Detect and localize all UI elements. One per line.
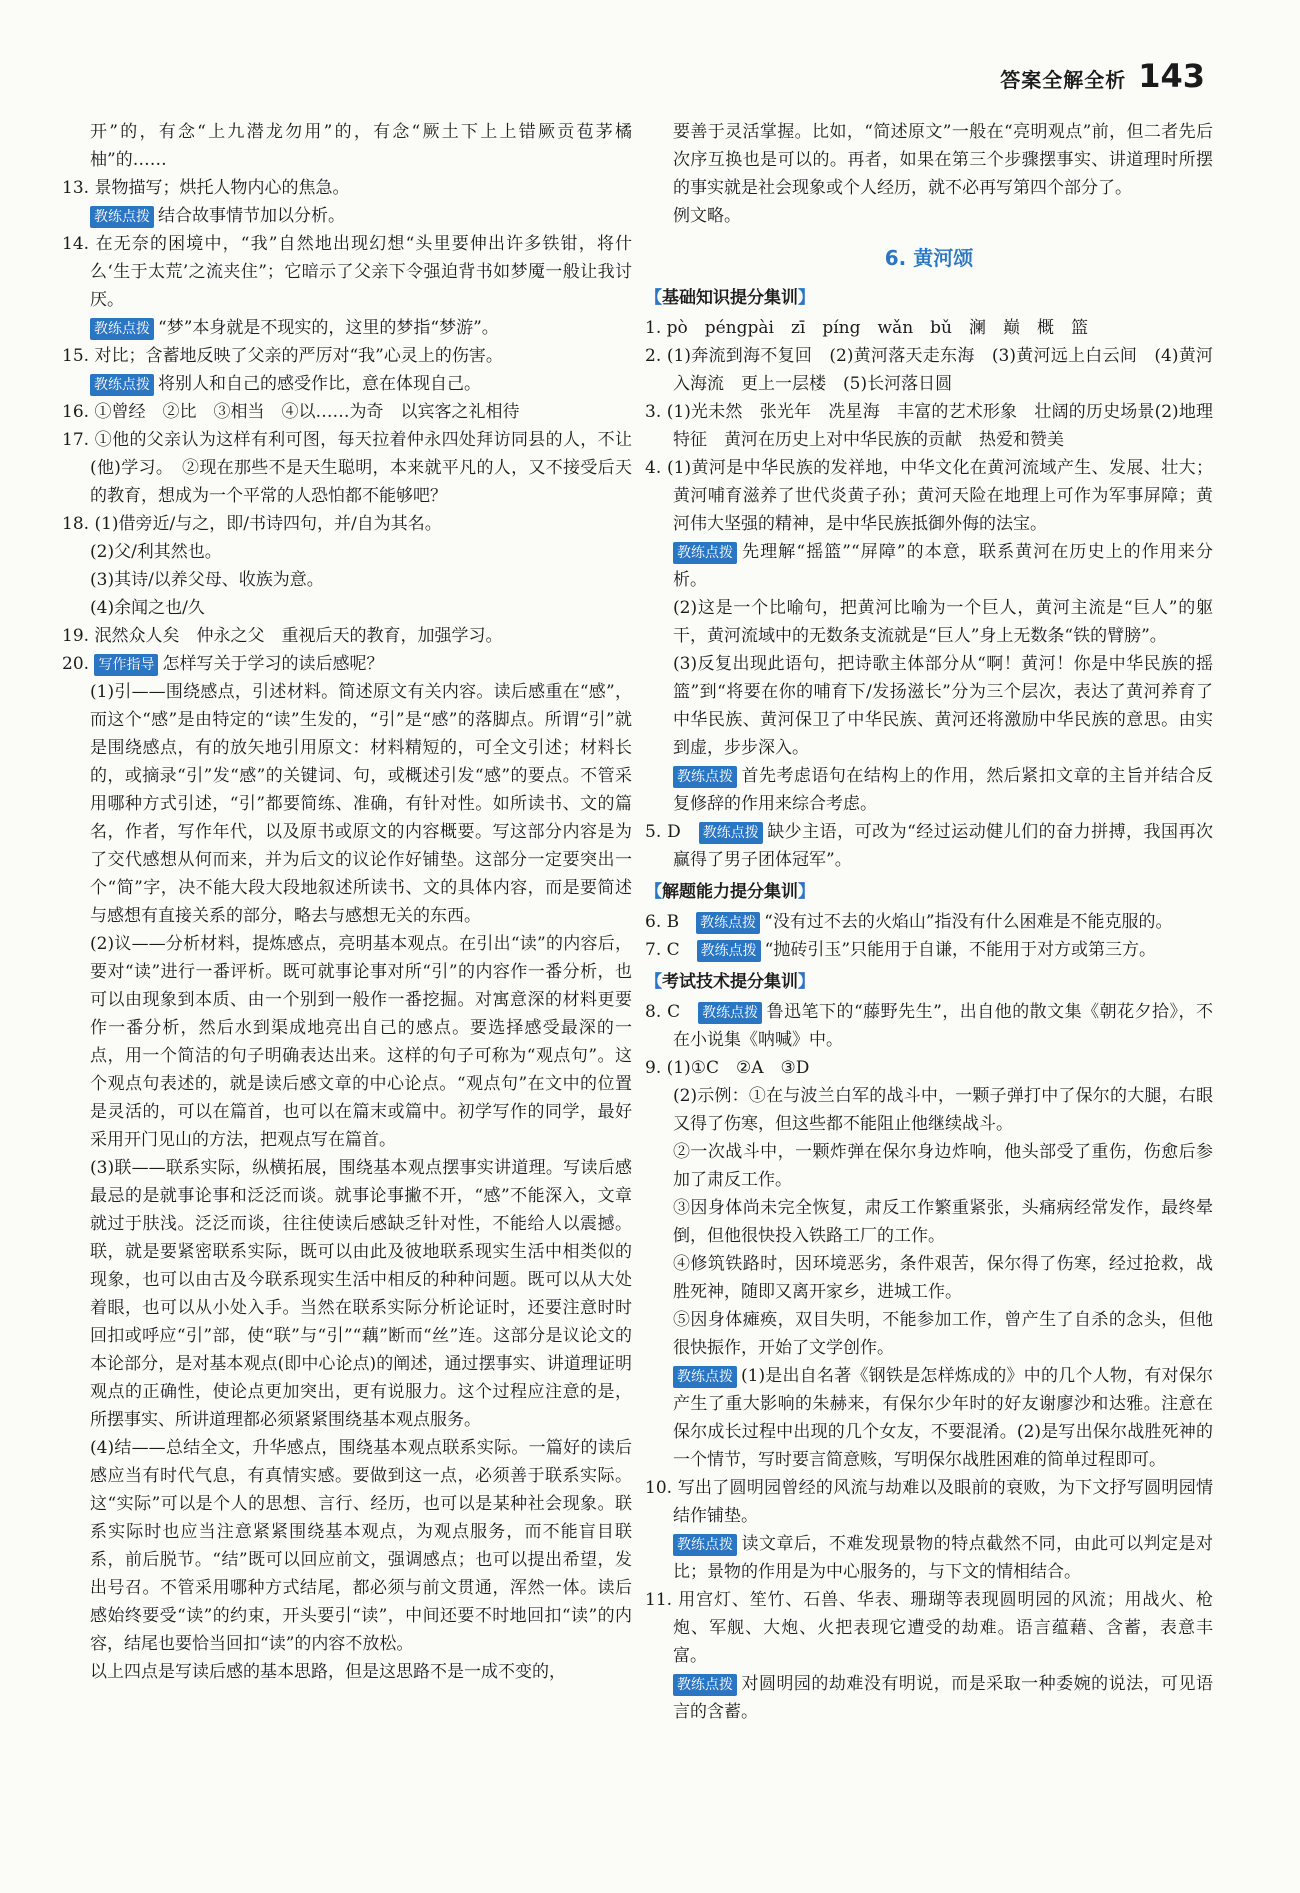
coach-tip — [645, 1362, 1213, 1474]
coach-tip — [62, 314, 632, 342]
answer-4: 4. (1)黄河是中华民族的发祥地，中华文化在黄河流域产生、发展、壮大；黄河哺育滋养了世代炎黄子孙；黄河天险在地理上可作为军事屏障；黄河伟大坚强的精神，是中华民族抵御外侮的法宝。 — [645, 458, 1213, 534]
chapter-title: 6. 黄河颂 — [884, 246, 974, 270]
coach-tag: 教练点拨 — [673, 542, 737, 564]
q20-para: (2)议——分析材料，提炼感点，亮明基本观点。在引出“读”的内容后，要对“读”进行一番评析。既可就事论事对所“引”的内容作一番分析，也可以由现象到本质、由一个别到一般作一番挖掘。对寓意深的材料更要作一番分析，然后水到渠成地亮出自己的感点。要选择感受最深的一点，用一个简洁的句子明确表达出来。这样的句子可称为“观点句”。这个观点句表述的，就是读后感文章的中心论点。“观点句”在文中的位置是灵活的，可以在篇首，也可以在篇末或篇中。初学写作的同学，最好采用开门见山的方法，把观点写在篇首。 — [90, 934, 632, 1150]
answer-16: 16. ①曾经 ②比 ③相当 ④以……为奇 以宾客之礼相待 — [62, 402, 520, 422]
section-heading: 【考试技术提分集训】 — [645, 972, 815, 992]
answer-9-item: ⑤因身体瘫痪，双目失明，不能参加工作，曾产生了自杀的念头，但他很快振作，开始了文学创作。 — [673, 1310, 1213, 1358]
tip-text: 缺少主语，可改为“经过运动健儿们的奋力拼搏，我国再次赢得了男子团体冠军”。 — [673, 822, 1213, 870]
text-line: 开”的，有念“上九潜龙勿用”的，有念“厥土下上上错厥贡苞茅橘柚”的…… — [90, 122, 632, 170]
answer-18: 18. (1)借旁近/与之，即/书诗四句，并/自为其名。 — [62, 514, 442, 534]
answer-5: 5. D 教练点拨 缺少主语，可改为“经过运动健儿们的奋力拼搏，我国再次赢得了男子团体冠军”。 — [645, 822, 1213, 870]
coach-tag: 教练点拨 — [90, 318, 154, 340]
text-line: 例文略。 — [673, 206, 741, 226]
q20-para: (4)结——总结全文，升华感点，围绕基本观点联系实际。一篇好的读后感应当有时代气息，有真情实感。要做到这一点，必须善于联系实际。这“实际”可以是个人的思想、言行、经历，也可以是某种社会现象。联系实际时也应当注意紧紧围绕基本观点，为观点服务，而不能盲目联系，前后脱节。“结”既可以回应前文，强调感点；也可以提出希望，发出号召。不管采用哪种方式结尾，都必须与前文贯通，浑然一体。读后感始终要受“读”的约束，开头要引“读”，中间还要不时地回扣“读”的内容，结尾也要恰当回扣“读”的内容不放松。 — [90, 1438, 632, 1654]
tip-text: “抛砖引玉”只能用于自谦，不能用于对方或第三方。 — [764, 940, 1157, 960]
write-tag: 写作指导 — [94, 654, 158, 676]
answer-9-item: ②一次战斗中，一颗炸弹在保尔身边炸响，他头部受了重伤，伤愈后参加了肃反工作。 — [673, 1142, 1213, 1190]
coach-tag: 教练点拨 — [698, 1002, 762, 1024]
q20-para: (1)引——围绕感点，引述材料。简述原文有关内容。读后感重在“感”，而这个“感”是由特定的“读”生发的，“引”是“感”的落脚点。所谓“引”就是围绕感点，有的放矢地引用原文：材料精短的，可全文引述；材料长的，或摘录“引”发“感”的关键词、句，或概述引发“感”的要点。不管采用哪种方式引述，“引”都要简练、准确，有针对性。如所读书、文的篇名，作者，写作年代，以及原书或原文的内容概要。写这部分内容是为了交代感想从何而来，并为后文的议论作好铺垫。这部分一定要突出一个“简”字，决不能大段大段地叙述所读书、文的具体内容，而是要简述与感想有直接关系的部分，略去与感想无关的东西。 — [90, 682, 632, 926]
q20-para: 以上四点是写读后感的基本思路，但是这思路不是一成不变的， — [90, 1662, 566, 1682]
answer-8: 8. C 教练点拨 鲁迅笔下的“藤野先生”，出自他的散文集《朝花夕拾》，不在小说集《呐喊》中。 — [645, 1002, 1213, 1050]
answer-13: 13. 景物描写；烘托人物内心的焦急。 — [62, 178, 350, 198]
tip-text: “没有过不去的火焰山”指没有什么困难是不能克服的。 — [764, 912, 1173, 932]
answer-2: 2. (1)奔流到海不复回 (2)黄河落天走东海 (3)黄河远上白云间 (4)黄河入海流 更上一层楼 (5)长河落日圆 — [645, 346, 1213, 394]
answer-3: 3. (1)光未然 张光年 冼星海 丰富的艺术形象 壮阔的历史场景(2)地理特征 黄河在历史上对中华民族的贡献 热爱和赞美 — [645, 402, 1213, 450]
right-column — [645, 118, 1213, 1726]
coach-tip — [62, 202, 632, 230]
tip-text: 结合故事情节加以分析。 — [158, 206, 345, 226]
section-heading: 【基础知识提分集训】 — [645, 288, 815, 308]
left-column — [62, 118, 632, 1686]
coach-tag: 教练点拨 — [673, 1674, 737, 1696]
answer-9: 9. (1)①C ②A ③D — [645, 1058, 810, 1078]
tip-text: (1)是出自名著《钢铁是怎样炼成的》中的几个人物，有对保尔产生了重大影响的朱赫来，有保尔少年时的好友谢廖沙和达雅。注意在保尔成长过程中出现的几个女友，不要混淆。(2)是写出保尔战胜死神的一个情节，写时要言简意赅，写明保尔战胜困难的简单过程即可。 — [673, 1366, 1213, 1470]
answer-9-item: (2)示例：①在与波兰白军的战斗中，一颗子弹打中了保尔的大腿，右眼又得了伤寒，但这些都不能阻止他继续战斗。 — [673, 1086, 1213, 1134]
answer-18-2: (2)父/利其然也。 — [90, 542, 222, 562]
tip-text: 将别人和自己的感受作比，意在体现自己。 — [158, 374, 481, 394]
tip-text: 对圆明园的劫难没有明说，而是采取一种委婉的说法，可见语言的含蓄。 — [673, 1674, 1213, 1722]
answer-10: 10. 写出了圆明园曾经的风流与劫难以及眼前的衰败，为下文抒写圆明园情结作铺垫。 — [645, 1478, 1213, 1526]
coach-tag: 教练点拨 — [90, 374, 154, 396]
text-line: 要善于灵活掌握。比如，“简述原文”一般在“亮明观点”前，但二者先后次序互换也是可以的。再者，如果在第三个步骤摆事实、讲道理时所摆的事实就是社会现象或个人经历，就不必再写第四个部分了。 — [673, 122, 1213, 198]
tip-text: 先理解“摇篮”“屏障”的本意，联系黄河在历史上的作用来分析。 — [673, 542, 1213, 590]
coach-tip — [645, 762, 1213, 818]
answer-1: 1. pò péngpài zī píng wǎn bǔ 澜 巅 概 篮 — [645, 318, 1088, 338]
answer-18-4: (4)余闻之也/久 — [90, 598, 205, 618]
answer-6: 6. B 教练点拨 “没有过不去的火焰山”指没有什么困难是不能克服的。 — [645, 912, 1173, 932]
coach-tag: 教练点拨 — [696, 912, 760, 934]
section-heading: 【解题能力提分集训】 — [645, 882, 815, 902]
tip-text: 读文章后，不难发现景物的特点截然不同，由此可以判定是对比；景物的作用是为中心服务的，与下文的情相结合。 — [673, 1534, 1213, 1582]
tip-text: 鲁迅笔下的“藤野先生”，出自他的散文集《朝花夕拾》，不在小说集《呐喊》中。 — [673, 1002, 1213, 1050]
tip-text: 首先考虑语句在结构上的作用，然后紧扣文章的主旨并结合反复修辞的作用来综合考虑。 — [673, 766, 1213, 814]
coach-tag: 教练点拨 — [697, 940, 761, 962]
answer-11: 11. 用宫灯、笙竹、石兽、华表、珊瑚等表现圆明园的风流；用战火、枪炮、军舰、大炮、火把表现它遭受的劫难。语言蕴藉、含蓄，表意丰富。 — [645, 1590, 1213, 1666]
page-header — [1000, 57, 1205, 95]
q20-head: 怎样写关于学习的读后感呢？ — [162, 654, 384, 674]
coach-tag: 教练点拨 — [673, 766, 737, 788]
answer-4-2: (2)这是一个比喻句，把黄河比喻为一个巨人，黄河主流是“巨人”的躯干，黄河流域中的无数条支流就是“巨人”身上无数条“铁的臂膀”。 — [673, 598, 1213, 646]
coach-tag: 教练点拨 — [90, 206, 154, 228]
coach-tag: 教练点拨 — [699, 822, 763, 844]
answer-14: 14. 在无奈的困境中，“我”自然地出现幻想“头里要伸出许多铁钳，将什么‘生于太荒’之流夹住”；它暗示了父亲下令强迫背书如梦魇一般让我讨厌。 — [62, 234, 632, 310]
answer-9-item: ④修筑铁路时，因环境恶劣，条件艰苦，保尔得了伤寒，经过抢救，战胜死神，随即又离开家乡，进城工作。 — [673, 1254, 1213, 1302]
answer-7: 7. C 教练点拨 “抛砖引玉”只能用于自谦，不能用于对方或第三方。 — [645, 940, 1157, 960]
page-number: 143 — [1138, 57, 1205, 95]
coach-tag: 教练点拨 — [673, 1366, 737, 1388]
answer-15: 15. 对比；含蓄地反映了父亲的严厉对“我”心灵上的伤害。 — [62, 346, 503, 366]
q20-para: (3)联——联系实际，纵横拓展，围绕基本观点摆事实讲道理。写读后感最忌的是就事论事和泛泛而谈。就事论事撇不开，“感”不能深入，文章就过于肤浅。泛泛而谈，往往使读后感缺乏针对性，不能给人以震撼。联，就是要紧密联系实际，既可以由此及彼地联系现实生活中相类似的现象，也可以由古及今联系现实生活中相反的种种问题。既可以从大处着眼，也可以从小处入手。当然在联系实际分析论证时，还要注意时时回扣或呼应“引”部，使“联”与“引”“藕”断而“丝”连。这部分是议论文的本论部分，是对基本观点(即中心论点)的阐述，通过摆事实、讲道理证明观点的正确性，使论点更加突出，更有说服力。这个过程应注意的是，所摆事实、所讲道理都必须紧紧围绕基本观点服务。 — [90, 1158, 632, 1430]
tip-text: “梦”本身就是不现实的，这里的梦指“梦游”。 — [158, 318, 499, 338]
answer-18-3: (3)其诗/以养父母、收族为意。 — [90, 570, 324, 590]
coach-tip — [645, 1530, 1213, 1586]
answer-9-item: ③因身体尚未完全恢复，肃反工作繁重紧张，头痛病经常发作，最终晕倒，但他很快投入铁路工厂的工作。 — [673, 1198, 1213, 1246]
coach-tip — [645, 538, 1213, 594]
coach-tag: 教练点拨 — [673, 1534, 737, 1556]
answer-20: 20. 写作指导 怎样写关于学习的读后感呢？ — [62, 654, 384, 674]
coach-tip — [62, 370, 632, 398]
answer-19: 19. 泯然众人矣 仲永之父 重视后天的教育，加强学习。 — [62, 626, 503, 646]
coach-tip — [645, 1670, 1213, 1726]
header-title: 答案全解全析 — [1000, 68, 1127, 92]
answer-4-3: (3)反复出现此语句，把诗歌主体部分从“啊！黄河！你是中华民族的摇篮”到“将要在你的哺育下/发扬滋长”分为三个层次，表达了黄河养育了中华民族、黄河保卫了中华民族、黄河还将激励中华民族的意思。由实到虚，步步深入。 — [673, 654, 1213, 758]
answer-17: 17. ①他的父亲认为这样有利可图，每天拉着仲永四处拜访同县的人，不让(他)学习。 ②现在那些不是天生聪明，本来就平凡的人，又不接受后天的教育，想成为一个平常的人恐怕都不能够吧？ — [62, 430, 632, 506]
